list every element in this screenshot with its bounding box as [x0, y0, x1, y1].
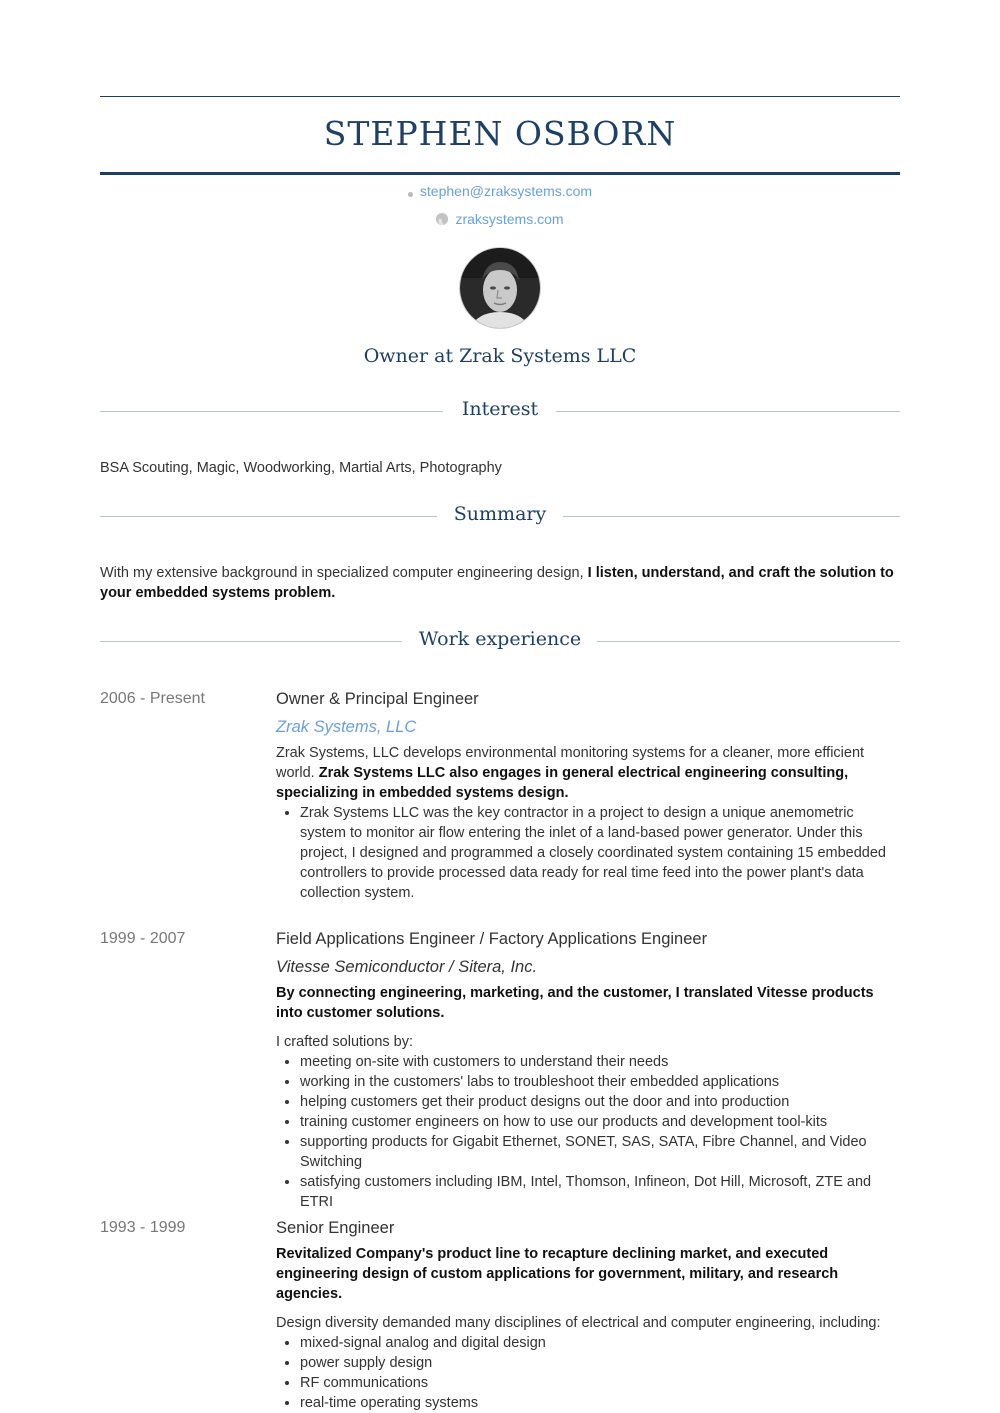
- job-description-plain: Zrak Systems, LLC develops environmental monitoring systems for a cleaner, more efficient world.: [276, 745, 865, 781]
- header-bottom-rule: [100, 172, 900, 175]
- job-intro: I crafted solutions by:: [276, 1034, 414, 1050]
- job-role: Owner & Principal Engineer: [276, 690, 479, 708]
- avatar: [460, 248, 540, 328]
- contact-website-row: [100, 209, 900, 229]
- contact-email-row: [100, 181, 900, 201]
- globe-icon: [436, 213, 448, 225]
- email-link[interactable]: stephen@zraksystems.com: [419, 183, 593, 199]
- job-body: [276, 928, 900, 1212]
- candidate-name: STEPHEN OSBORN: [323, 114, 677, 153]
- job-bullets: [276, 1333, 900, 1413]
- section-title: Work experience: [418, 628, 582, 650]
- list-item: • supporting products for Gigabit Ethernet, SONET, SAS, SATA, Fibre Channel, and Video Switching: [300, 1132, 900, 1172]
- job-intro: Design diversity demanded many disciplines of electrical and computer engineering, including:: [276, 1315, 881, 1331]
- work-section-heading: [100, 624, 900, 654]
- summary-text-bold: I listen, understand, and craft the solution to your embedded systems problem.: [100, 565, 894, 601]
- list-item: • mixed-signal analog and digital design: [300, 1333, 900, 1353]
- dot-icon: [408, 192, 413, 197]
- interest-section-heading: [100, 394, 900, 424]
- job-bullets: [276, 1052, 900, 1212]
- company-link[interactable]: Zrak Systems, LLC: [276, 718, 417, 736]
- summary-text-plain: With my extensive background in specialized computer engineering design,: [100, 565, 588, 581]
- job-dates: 2006 - Present: [100, 690, 205, 707]
- header-top-rule: [100, 96, 900, 97]
- job-role: Senior Engineer: [276, 1219, 395, 1237]
- section-title: Interest: [461, 398, 539, 420]
- job-description-bold: Zrak Systems LLC also engages in general electrical engineering consulting, specializing in embedded systems design.: [276, 765, 849, 801]
- interest-text: BSA Scouting, Magic, Woodworking, Martial Arts, Photography: [100, 460, 502, 476]
- job-dates: 1993 - 1999: [100, 1219, 186, 1236]
- list-item: • training customer engineers on how to use our products and development tool-kits: [300, 1112, 900, 1132]
- summary-text: [100, 563, 900, 603]
- summary-section-heading: [100, 499, 900, 529]
- job-description: [276, 743, 900, 803]
- list-item: • RF communications: [300, 1373, 900, 1393]
- job-company: Vitesse Semiconductor / Sitera, Inc.: [276, 958, 538, 976]
- job-highlight: Revitalized Company's product line to recapture declining market, and executed engineering design of custom applications for government, military, and research agencies.: [276, 1246, 839, 1302]
- job-body: [276, 688, 900, 903]
- job-role: Field Applications Engineer / Factory Applications Engineer: [276, 930, 708, 948]
- job-dates: 1999 - 2007: [100, 930, 186, 947]
- list-item: • helping customers get their product designs out the door and into production: [300, 1092, 900, 1112]
- list-item: • power supply design: [300, 1353, 900, 1373]
- headline: Owner at Zrak Systems LLC: [363, 345, 637, 367]
- section-title: Summary: [453, 503, 547, 525]
- list-item: • Zrak Systems LLC was the key contractor in a project to design a unique anemometric system to monitor air flow entering the inlet of a land-based power generator. Under this project, I designed and programmed a closely coordinated system containing 15 embedded controllers to provide processed data ready for real time feed into the power plant's data collection system.: [300, 803, 900, 903]
- job-bullets: [276, 803, 900, 903]
- job-body: [276, 1217, 900, 1413]
- job-highlight: By connecting engineering, marketing, and the customer, I translated Vitesse products into customer solutions.: [276, 985, 874, 1021]
- list-item: • working in the customers' labs to troubleshoot their embedded applications: [300, 1072, 900, 1092]
- list-item: • real-time operating systems: [300, 1393, 900, 1413]
- website-link[interactable]: zraksystems.com: [455, 211, 564, 227]
- list-item: • satisfying customers including IBM, Intel, Thomson, Infineon, Dot Hill, Microsoft, ZTE and ETRI: [300, 1172, 900, 1212]
- avatar-portrait: [460, 248, 540, 328]
- list-item: • meeting on-site with customers to understand their needs: [300, 1052, 900, 1072]
